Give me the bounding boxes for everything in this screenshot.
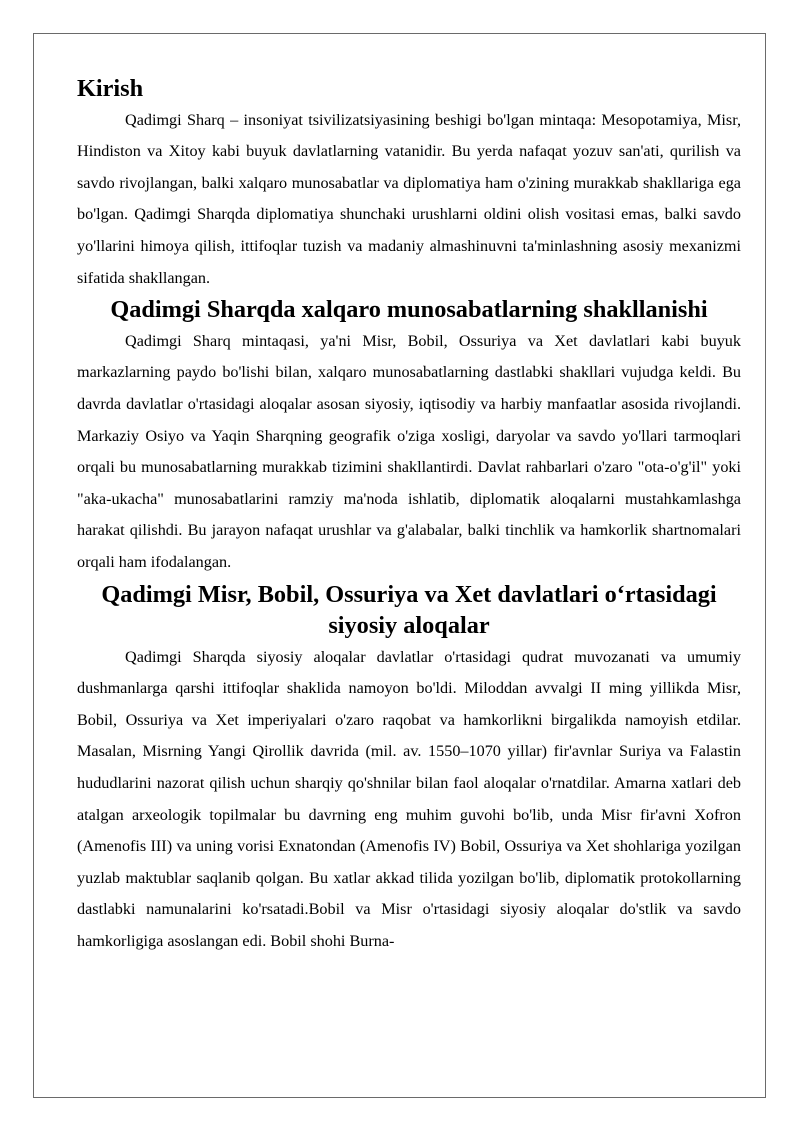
section-heading-intro: Kirish bbox=[77, 75, 144, 102]
section-heading-international-relations: Qadimgi Sharqda xalqaro munosabatlarning shakllanishi bbox=[110, 296, 708, 324]
paragraph-political-relations: Qadimgi Sharqda siyosiy aloqalar davlatlar o'rtasidagi qudrat muvozanati va umumiy dushmanlarga qarshi ittifoqlar shaklida namoyon bo'ldi. Miloddan avvalgi II ming yillikda Misr, Bobil, Ossuriya va Xet imperiyalari o'zaro raqobat va hamkorlikni birgalikda namoyish etdilar. Masalan, Misrning Yangi Qirollik davrida (mil. av. 1550–1070 yillar) fir'avnlar Suriya va Falastin hududlarini nazorat qilish uchun sharqiy qo'shnilar bilan faol aloqalar o'rnatdilar. Amarna xatlari deb atalgan arxeologik topilmalar bu davrning eng muhim guvohi bo'lib, unda Misr fir'avni Xofron (Amenofis III) va uning vorisi Exnatondan (Amenofis IV) Bobil, Ossuriya va Xet shohlariga yozilgan yuzlab maktublar saqlanib qolgan. Bu xatlar akkad tilida yozilgan bo'lib, diplomatik protokollarning dastlabki namunalarini ko'rsatadi.Bobil va Misr o'rtasidagi siyosiy aloqalar do'stlik va savdo hamkorligiga asoslangan edi. Bobil shohi Burna- bbox=[77, 647, 741, 951]
paragraph-intro: Qadimgi Sharq – insoniyat tsivilizatsiyasining beshigi bo'lgan mintaqa: Mesopotamiya, Misr, Hindiston va Xitoy kabi buyuk davlatlarning vatanidir. Bu yerda nafaqat yozuv san'ati, qurilish va savdo rivojlangan, balki xalqaro munosabatlar va diplomatiya ham o'zining murakkab shakllariga ega bo'lgan. Qadimgi Sharqda diplomatiya shunchaki urushlarni oldini olish vositasi emas, balki savdo yo'llarini himoya qilish, ittifoqlar tuzish va madaniy almashinuvni ta'minlashning asosiy mexanizmi sifatida shakllangan. bbox=[77, 110, 741, 287]
paragraph-international-relations: Qadimgi Sharq mintaqasi, ya'ni Misr, Bobil, Ossuriya va Xet davlatlari kabi buyuk markazlarning paydo bo'lishi bilan, xalqaro munosabatlarning dastlabki shakllari vujudga keldi. Bu davrda davlatlar o'rtasidagi aloqalar asosan siyosiy, iqtisodiy va harbiy manfaatlar asosida rivojlandi. Markaziy Osiyo va Yaqin Sharqning geografik o'ziga xosligi, daryolar va savdo yo'llari tarmoqlari orqali bu munosabatlarning murakkab tizimini shakllantirdi. Davlat rahbarlari o'zaro "ota-o'g'il" yoki "aka-ukacha" munosabatlarini ramziy ma'noda ishlatib, diplomatik aloqalarni mustahkamlashga harakat qilishdi. Bu jarayon nafaqat urushlar va g'alabalar, balki tinchlik va hamkorlik shartnomalari orqali ham ifodalangan. bbox=[77, 331, 741, 571]
document-body bbox=[77, 73, 741, 958]
section-heading-political-relations: Qadimgi Misr, Bobil, Ossuriya va Xet davlatlari o‘rtasidagi siyosiy aloqalar bbox=[101, 580, 717, 640]
